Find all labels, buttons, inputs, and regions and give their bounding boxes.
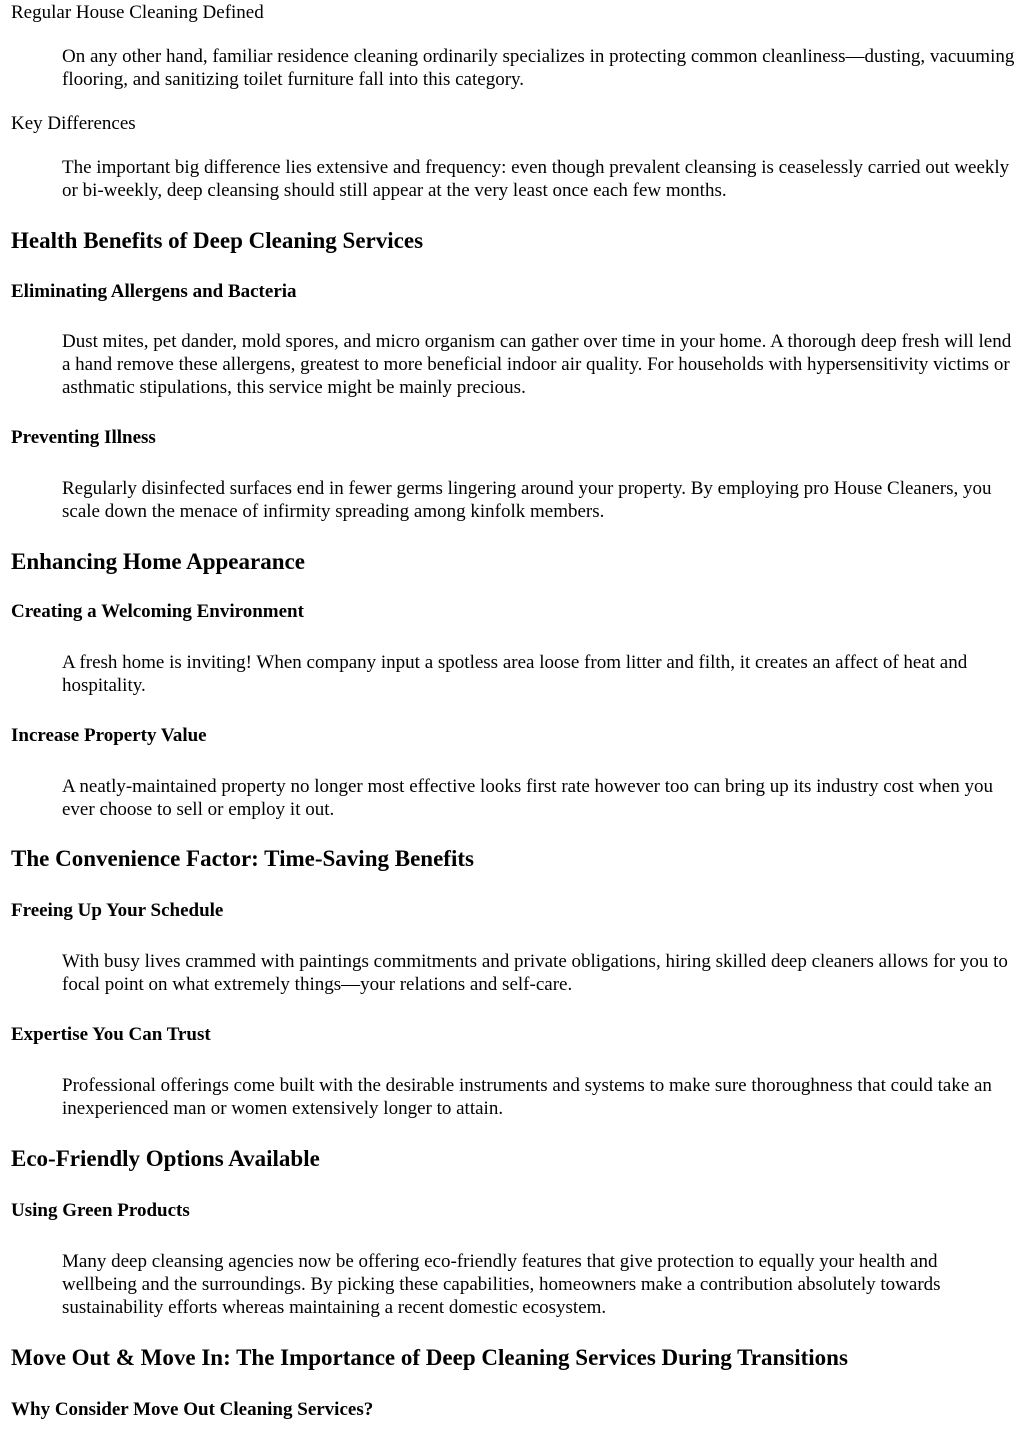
home-appearance-heading: Enhancing Home Appearance (11, 549, 305, 574)
allergens-paragraph: Dust mites, pet dander, mold spores, and micro organism can gather over time in your home. A thorough deep fresh will lend a hand remove these allergens, greatest to more beneficial indoor air quality. For households with hypersensitivity victims or asthmatic stipulations, this service might be mainly precious. (62, 331, 1012, 398)
key-differences-term: Key Differences (11, 113, 136, 134)
property-value-subheading: Increase Property Value (11, 725, 207, 746)
allergens-subheading: Eliminating Allergens and Bacteria (11, 281, 297, 302)
convenience-heading: The Convenience Factor: Time-Saving Benefits (11, 846, 474, 871)
regular-cleaning-definition: On any other hand, familiar residence cleaning ordinarily specializes in protecting common cleanliness—dusting, vacuuming flooring, and sanitizing toilet furniture fall into this category. (62, 46, 1015, 90)
key-differences-definition: The important big difference lies extensive and frequency: even though prevalent cleansing is ceaselessly carried out weekly or bi-weekly, deep cleansing should still appear at the very least once each few months. (62, 157, 1010, 201)
schedule-subheading: Freeing Up Your Schedule (11, 900, 224, 921)
illness-paragraph: Regularly disinfected surfaces end in fewer germs lingering around your property. By employing pro House Cleaners, you scale down the menace of infirmity spreading among kinfolk members. (62, 478, 992, 522)
regular-cleaning-term: Regular House Cleaning Defined (11, 2, 264, 23)
welcoming-subheading: Creating a Welcoming Environment (11, 601, 304, 622)
expertise-paragraph: Professional offerings come built with the desirable instruments and systems to make sure thoroughness that could take an inexperienced man or women extensively longer to attain. (62, 1075, 992, 1119)
schedule-paragraph: With busy lives crammed with paintings commitments and private obligations, hiring skilled deep cleaners allows for you to focal point on what extremely things—your relations and self-care. (62, 951, 1008, 995)
green-products-subheading: Using Green Products (11, 1200, 190, 1221)
move-out-subheading: Why Consider Move Out Cleaning Services? (11, 1399, 374, 1420)
article-body (11, 0, 1015, 1421)
move-out-move-in-heading: Move Out & Move In: The Importance of Deep Cleaning Services During Transitions (11, 1345, 848, 1370)
green-products-paragraph: Many deep cleansing agencies now be offering eco-friendly features that give protection to equally your health and wellbeing and the surroundings. By picking these capabilities, homeowners make a contribution absolutely towards sustainability efforts whereas maintaining a recent domestic ecosystem. (62, 1251, 941, 1318)
eco-friendly-heading: Eco-Friendly Options Available (11, 1146, 320, 1171)
illness-subheading: Preventing Illness (11, 427, 156, 448)
property-value-paragraph: A neatly-maintained property no longer most effective looks first rate however too can bring up its industry cost when you ever choose to sell or employ it out. (62, 776, 993, 820)
welcoming-paragraph: A fresh home is inviting! When company input a spotless area loose from litter and filth, it creates an affect of heat and hospitality. (62, 652, 968, 696)
expertise-subheading: Expertise You Can Trust (11, 1024, 211, 1045)
health-benefits-heading: Health Benefits of Deep Cleaning Services (11, 228, 424, 253)
